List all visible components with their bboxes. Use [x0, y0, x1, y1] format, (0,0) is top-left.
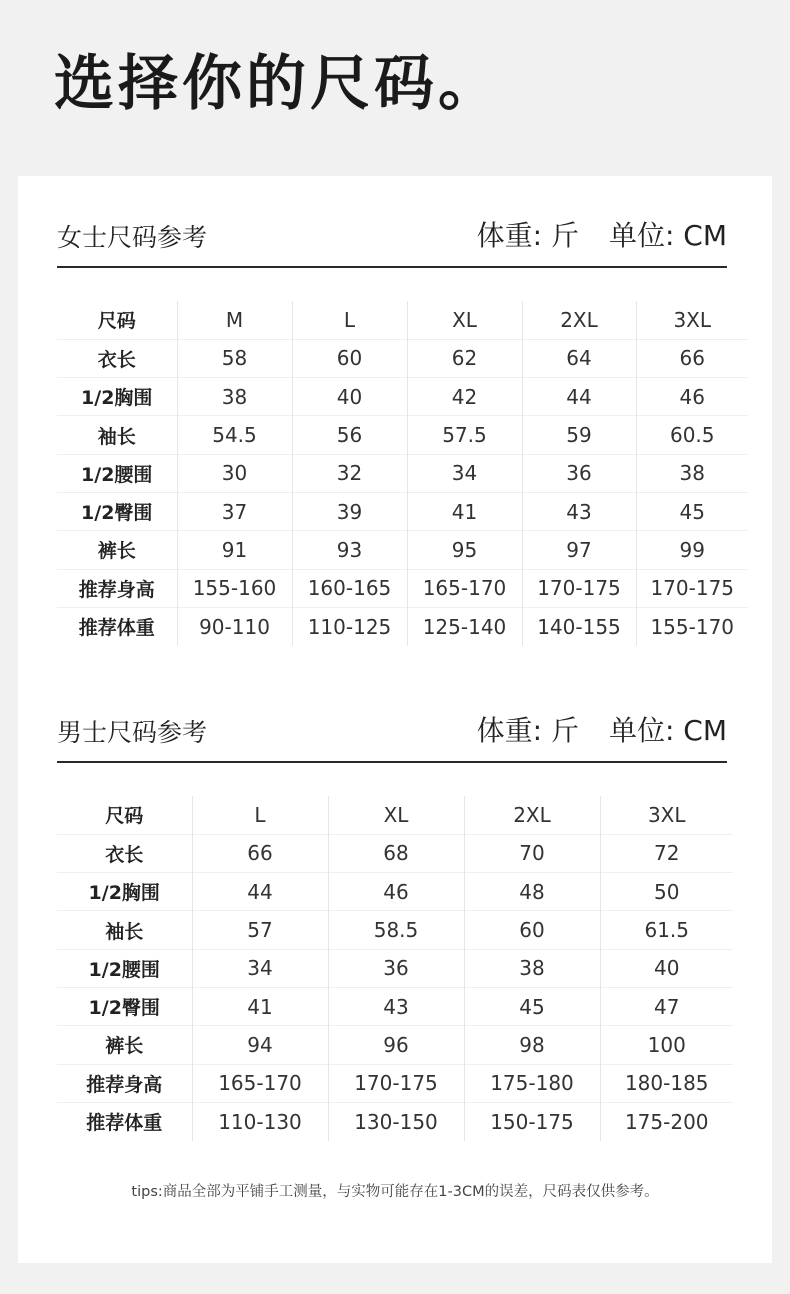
table-cell: 165-170 [192, 1064, 328, 1102]
table-cell: 39 [292, 492, 407, 530]
table-cell: 34 [407, 454, 522, 492]
row-label: 尺码 [105, 805, 144, 828]
table-cell: 91 [177, 531, 292, 569]
table-cell: 36 [522, 454, 636, 492]
table-cell: 50 [600, 873, 733, 911]
table-cell: 60 [464, 911, 600, 949]
table-cell: 62 [407, 339, 522, 377]
table-cell: 170-175 [522, 569, 636, 607]
table-row [57, 454, 748, 492]
table-cell: 68 [328, 834, 464, 872]
table-cell: 175-180 [464, 1064, 600, 1102]
table-cell: 47 [600, 987, 733, 1025]
table-cell: 34 [192, 949, 328, 987]
table-cell: 125-140 [407, 607, 522, 645]
table-cell: 110-130 [192, 1102, 328, 1140]
row-label: 衣长 [57, 339, 177, 377]
table-row [57, 834, 733, 872]
row-label: 推荐身高 [57, 1064, 192, 1102]
table-cell: 40 [600, 949, 733, 987]
row-label: 尺码 [97, 310, 136, 333]
table-row [57, 339, 748, 377]
table-row [57, 1026, 733, 1064]
table-cell: 48 [464, 873, 600, 911]
women-length-unit: 单位: CM [608, 219, 727, 252]
table-cell: 175-200 [600, 1102, 733, 1140]
table-cell: 43 [522, 492, 636, 530]
table-cell: 57.5 [407, 416, 522, 454]
table-cell: 58 [177, 339, 292, 377]
table-cell: 99 [636, 531, 748, 569]
table-row [57, 607, 748, 645]
men-section-header [57, 671, 727, 763]
table-cell: 140-155 [522, 607, 636, 645]
row-label: 1/2胸围 [57, 378, 177, 416]
table-row [57, 1064, 733, 1102]
table-cell: 150-175 [464, 1102, 600, 1140]
table-row [57, 1102, 733, 1140]
row-label: 推荐体重 [57, 607, 177, 645]
table-cell: 59 [522, 416, 636, 454]
table-row [57, 911, 733, 949]
table-cell: 44 [192, 873, 328, 911]
table-cell: 41 [192, 987, 328, 1025]
women-section-title: 女士尺码参考 [57, 223, 208, 252]
table-cell: 36 [328, 949, 464, 987]
table-cell: 155-170 [636, 607, 748, 645]
row-label: 1/2臀围 [57, 987, 192, 1025]
women-weight-unit: 体重: 斤 [476, 219, 579, 252]
table-cell: 45 [464, 987, 600, 1025]
row-label: 1/2腰围 [57, 949, 192, 987]
women-units [477, 214, 727, 254]
row-label: 裤长 [57, 531, 177, 569]
men-header-row [57, 796, 733, 834]
table-cell: 155-160 [177, 569, 292, 607]
table-cell: 70 [464, 834, 600, 872]
row-label: 袖长 [57, 911, 192, 949]
table-cell: 130-150 [328, 1102, 464, 1140]
table-row [57, 873, 733, 911]
size-header-cell: M [177, 301, 292, 339]
table-cell: 54.5 [177, 416, 292, 454]
table-cell: 90-110 [177, 607, 292, 645]
table-cell: 100 [600, 1026, 733, 1064]
men-size-table [57, 796, 733, 1141]
table-cell: 160-165 [292, 569, 407, 607]
men-section-title: 男士尺码参考 [57, 718, 208, 747]
size-header-cell: 3XL [636, 301, 748, 339]
row-label: 袖长 [57, 416, 177, 454]
tips-note: tips:商品全部为平铺手工测量，与实物可能存在1-3CM的误差，尺码表仅供参考。 [131, 1184, 659, 1200]
table-cell: 56 [292, 416, 407, 454]
table-row [57, 949, 733, 987]
table-row [57, 569, 748, 607]
table-cell: 72 [600, 834, 733, 872]
table-row [57, 378, 748, 416]
table-cell: 64 [522, 339, 636, 377]
women-header-row [57, 301, 748, 339]
table-cell: 66 [192, 834, 328, 872]
size-header-cell: 2XL [522, 301, 636, 339]
row-label: 裤长 [57, 1026, 192, 1064]
size-header-cell: 2XL [464, 796, 600, 834]
table-cell: 41 [407, 492, 522, 530]
table-cell: 170-175 [328, 1064, 464, 1102]
table-cell: 97 [522, 531, 636, 569]
row-label: 1/2腰围 [57, 454, 177, 492]
size-header-cell: XL [328, 796, 464, 834]
women-section-header [57, 176, 727, 268]
table-cell: 38 [636, 454, 748, 492]
table-cell: 165-170 [407, 569, 522, 607]
table-cell: 93 [292, 531, 407, 569]
table-cell: 66 [636, 339, 748, 377]
table-cell: 110-125 [292, 607, 407, 645]
table-cell: 40 [292, 378, 407, 416]
table-cell: 60.5 [636, 416, 748, 454]
table-cell: 94 [192, 1026, 328, 1064]
table-cell: 44 [522, 378, 636, 416]
women-size-table [57, 301, 748, 646]
row-label: 推荐身高 [57, 569, 177, 607]
table-cell: 98 [464, 1026, 600, 1064]
size-header-cell: 3XL [600, 796, 733, 834]
table-cell: 57 [192, 911, 328, 949]
row-label: 推荐体重 [57, 1102, 192, 1140]
table-cell: 95 [407, 531, 522, 569]
men-weight-unit: 体重: 斤 [476, 714, 579, 747]
table-row [57, 987, 733, 1025]
size-header-cell: XL [407, 301, 522, 339]
table-cell: 43 [328, 987, 464, 1025]
table-cell: 46 [328, 873, 464, 911]
table-cell: 180-185 [600, 1064, 733, 1102]
row-label: 1/2胸围 [57, 873, 192, 911]
table-cell: 38 [177, 378, 292, 416]
table-cell: 30 [177, 454, 292, 492]
size-chart-card [18, 176, 772, 1263]
row-label: 1/2臀围 [57, 492, 177, 530]
table-cell: 46 [636, 378, 748, 416]
table-cell: 42 [407, 378, 522, 416]
table-row [57, 531, 748, 569]
row-label: 衣长 [57, 834, 192, 872]
size-header-cell: L [192, 796, 328, 834]
table-cell: 96 [328, 1026, 464, 1064]
table-row [57, 416, 748, 454]
table-cell: 45 [636, 492, 748, 530]
table-cell: 61.5 [600, 911, 733, 949]
table-cell: 32 [292, 454, 407, 492]
table-row [57, 492, 748, 530]
size-header-cell: L [292, 301, 407, 339]
table-cell: 60 [292, 339, 407, 377]
men-units [477, 709, 727, 749]
men-length-unit: 单位: CM [608, 714, 727, 747]
table-cell: 38 [464, 949, 600, 987]
page-title: 选择你的尺码。 [54, 49, 502, 119]
table-cell: 37 [177, 492, 292, 530]
table-cell: 170-175 [636, 569, 748, 607]
table-cell: 58.5 [328, 911, 464, 949]
